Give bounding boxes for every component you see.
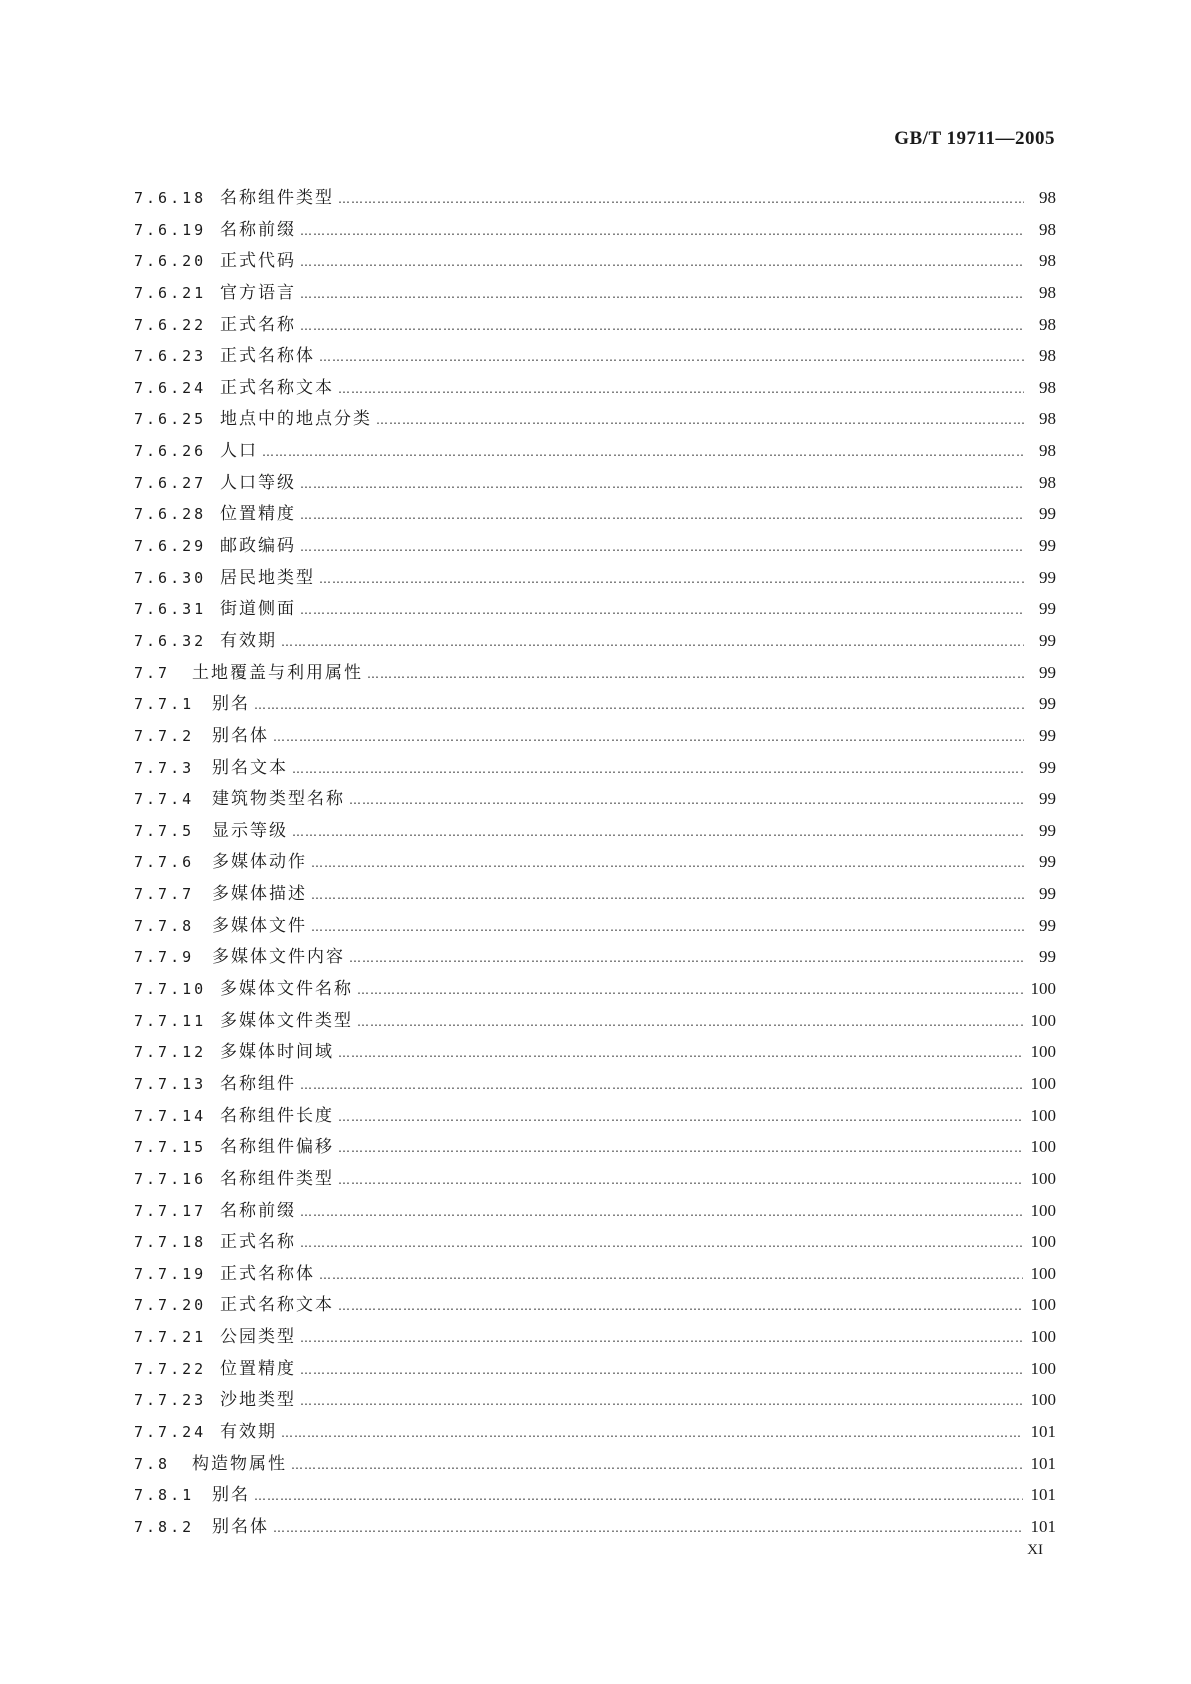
toc-entry-page: 99: [1039, 630, 1056, 650]
toc-entry-page: 99: [1039, 852, 1056, 872]
toc-entry[interactable]: [134, 341, 1056, 373]
toc-entry-page: 100: [1030, 1295, 1056, 1315]
toc-dot-leader: [300, 287, 1024, 301]
toc-dot-leader: [357, 983, 1023, 997]
toc-entry-page: 99: [1039, 884, 1056, 904]
toc-entry-number: 7.7.13: [134, 1074, 207, 1093]
toc-entry[interactable]: [134, 1101, 1056, 1133]
toc-dot-leader: [338, 1299, 1023, 1313]
toc-entry-page: 101: [1030, 1485, 1056, 1505]
toc-entry[interactable]: [134, 879, 1056, 911]
toc-entry-page: 100: [1030, 1200, 1056, 1220]
toc-entry-title: 街道侧面: [220, 599, 296, 620]
toc-entry-number: 7.6.28: [134, 505, 207, 524]
toc-entry-title: 土地覆盖与利用属性: [192, 662, 363, 683]
toc-entry[interactable]: [134, 436, 1056, 468]
toc-dot-leader: [262, 445, 1024, 459]
toc-entry-number: 7.6.22: [134, 315, 207, 334]
toc-entry-page: 98: [1039, 346, 1056, 366]
toc-entry[interactable]: [134, 1132, 1056, 1164]
toc-entry-number: 7.7.24: [134, 1422, 207, 1441]
toc-entry-number: 7.6.25: [134, 410, 207, 429]
toc-entry[interactable]: [134, 1259, 1056, 1291]
toc-entry[interactable]: [134, 310, 1056, 342]
toc-entry-page: 98: [1039, 314, 1056, 334]
toc-entry-number: 7.8.2: [134, 1517, 195, 1536]
toc-entry-number: 7.7.2: [134, 726, 195, 745]
toc-entry-page: 101: [1030, 1421, 1056, 1441]
toc-entry-page: 100: [1030, 1042, 1056, 1062]
toc-dot-leader: [273, 1521, 1023, 1535]
toc-entry-title: 名称组件偏移: [220, 1137, 334, 1158]
toc-entry-number: 7.7.14: [134, 1106, 207, 1125]
toc-entry-title: 多媒体动作: [212, 852, 307, 873]
toc-entry-title: 名称组件类型: [220, 188, 334, 208]
toc-entry[interactable]: [134, 183, 1056, 215]
toc-dot-leader: [300, 1363, 1023, 1377]
toc-entry-page: 99: [1039, 915, 1056, 935]
toc-dot-leader: [300, 1331, 1023, 1345]
toc-entry-page: 98: [1039, 282, 1056, 302]
toc-entry[interactable]: [134, 373, 1056, 405]
toc-dot-leader: [300, 1236, 1023, 1250]
toc-entry-number: 7.7.6: [134, 853, 195, 872]
toc-entry-page: 101: [1030, 1516, 1056, 1536]
toc-entry-number: 7.7.23: [134, 1391, 207, 1410]
toc-dot-leader: [254, 1489, 1023, 1503]
toc-dot-leader: [292, 825, 1024, 839]
toc-entry-title: 别名文本: [212, 757, 288, 778]
toc-entry[interactable]: [134, 246, 1056, 278]
toc-entry[interactable]: [134, 531, 1056, 563]
toc-entry[interactable]: [134, 753, 1056, 785]
toc-entry-title: 正式代码: [220, 251, 296, 272]
toc-entry[interactable]: [134, 468, 1056, 500]
toc-entry-title: 多媒体文件: [212, 915, 307, 936]
toc-entry-page: 99: [1039, 757, 1056, 777]
toc-entry-title: 建筑物类型名称: [212, 789, 345, 810]
toc-entry-title: 多媒体文件内容: [212, 947, 345, 968]
toc-entry-number: 7.7.5: [134, 821, 195, 840]
toc-dot-leader: [300, 1078, 1023, 1092]
toc-entry-number: 7.7.15: [134, 1138, 207, 1157]
toc-entry-title: 多媒体描述: [212, 884, 307, 905]
toc-entry-page: 100: [1030, 1327, 1056, 1347]
toc-entry[interactable]: [134, 1385, 1056, 1417]
toc-entry-number: 7.7.4: [134, 790, 195, 809]
toc-entry-page: 98: [1039, 219, 1056, 239]
toc-entry-title: 人口: [220, 441, 258, 462]
toc-entry-number: 7.7.18: [134, 1233, 207, 1252]
toc-entry-page: 98: [1039, 409, 1056, 429]
toc-entry-title: 名称组件长度: [220, 1105, 334, 1126]
toc-entry-title: 正式名称文本: [220, 1295, 334, 1316]
toc-entry[interactable]: [134, 658, 1056, 690]
toc-entry-title: 官方语言: [220, 282, 296, 303]
toc-dot-leader: [338, 382, 1024, 396]
toc-entry-title: 邮政编码: [220, 536, 296, 557]
toc-entry-number: 7.7.20: [134, 1296, 207, 1315]
table-of-contents: [134, 183, 1056, 1544]
toc-entry[interactable]: [134, 1417, 1056, 1449]
toc-entry-number: 7.7.19: [134, 1264, 207, 1283]
toc-entry-title: 正式名称体: [220, 346, 315, 367]
standard-number-header: GB/T 19711—2005: [894, 128, 1055, 149]
toc-entry-number: 7.7.9: [134, 948, 195, 967]
toc-entry-title: 别名: [212, 1485, 250, 1506]
toc-entry-page: 100: [1030, 1073, 1056, 1093]
toc-entry-page: 99: [1039, 820, 1056, 840]
toc-entry[interactable]: [134, 911, 1056, 943]
toc-entry[interactable]: [134, 1322, 1056, 1354]
toc-entry-page: 99: [1039, 567, 1056, 587]
toc-entry-page: 100: [1030, 1105, 1056, 1125]
toc-entry-page: 100: [1030, 979, 1056, 999]
toc-entry-number: 7.6.20: [134, 252, 207, 271]
toc-entry-number: 7.7.17: [134, 1201, 207, 1220]
toc-entry[interactable]: [134, 942, 1056, 974]
toc-dot-leader: [300, 224, 1024, 238]
toc-entry[interactable]: [134, 847, 1056, 879]
toc-entry-page: 100: [1030, 1137, 1056, 1157]
toc-entry[interactable]: [134, 1227, 1056, 1259]
toc-entry[interactable]: [134, 626, 1056, 658]
toc-entry-page: 98: [1039, 188, 1056, 207]
toc-entry[interactable]: [134, 784, 1056, 816]
toc-entry[interactable]: [134, 404, 1056, 436]
toc-entry-page: 98: [1039, 441, 1056, 461]
toc-entry-page: 98: [1039, 472, 1056, 492]
toc-entry-title: 名称组件: [220, 1073, 296, 1094]
toc-entry[interactable]: [134, 1006, 1056, 1038]
toc-entry-number: 7.6.23: [134, 347, 207, 366]
toc-entry[interactable]: [134, 1196, 1056, 1228]
toc-entry-page: 100: [1030, 1010, 1056, 1030]
toc-dot-leader: [291, 1458, 1023, 1472]
toc-entry-number: 7.7.21: [134, 1328, 207, 1347]
page-number-footer: XI: [1027, 1542, 1043, 1558]
toc-entry-number: 7.6.24: [134, 378, 207, 397]
toc-entry[interactable]: [134, 1480, 1056, 1512]
toc-dot-leader: [376, 413, 1024, 427]
toc-entry-page: 99: [1039, 662, 1056, 682]
toc-dot-leader: [319, 1268, 1023, 1282]
toc-entry-page: 98: [1039, 377, 1056, 397]
toc-entry-number: 7.6.31: [134, 600, 207, 619]
toc-entry-title: 构造物属性: [192, 1453, 287, 1474]
toc-entry-number: 7.8: [134, 1454, 171, 1473]
toc-entry-number: 7.8.1: [134, 1486, 195, 1505]
toc-entry-title: 别名: [212, 694, 250, 715]
toc-dot-leader: [292, 762, 1024, 776]
toc-entry-page: 99: [1039, 789, 1056, 809]
toc-entry[interactable]: [134, 721, 1056, 753]
toc-dot-leader: [300, 477, 1024, 491]
toc-entry-title: 名称前缀: [220, 1200, 296, 1221]
toc-entry[interactable]: [134, 278, 1056, 310]
toc-entry-number: 7.7.22: [134, 1359, 207, 1378]
toc-entry-number: 7.7.12: [134, 1043, 207, 1062]
toc-dot-leader: [319, 572, 1024, 586]
toc-entry-title: 别名体: [212, 725, 269, 746]
toc-entry-title: 别名体: [212, 1516, 269, 1537]
toc-entry-title: 人口等级: [220, 472, 296, 493]
toc-entry-number: 7.6.21: [134, 283, 207, 302]
toc-dot-leader: [281, 1426, 1023, 1440]
toc-entry[interactable]: [134, 594, 1056, 626]
toc-entry-page: 100: [1030, 1168, 1056, 1188]
toc-entry-number: 7.6.19: [134, 220, 207, 239]
toc-entry-number: 7.7.16: [134, 1169, 207, 1188]
toc-entry-title: 居民地类型: [220, 567, 315, 588]
toc-dot-leader: [338, 1141, 1023, 1155]
toc-entry[interactable]: [134, 215, 1056, 247]
toc-dot-leader: [311, 920, 1024, 934]
toc-entry[interactable]: [134, 1512, 1056, 1544]
toc-entry[interactable]: [134, 689, 1056, 721]
toc-dot-leader: [338, 1110, 1023, 1124]
toc-entry-title: 地点中的地点分类: [220, 409, 372, 430]
toc-entry-title: 位置精度: [220, 504, 296, 525]
toc-entry-number: 7.7.11: [134, 1011, 207, 1030]
toc-entry[interactable]: [134, 1290, 1056, 1322]
toc-entry-page: 100: [1030, 1232, 1056, 1252]
toc-entry[interactable]: [134, 563, 1056, 595]
toc-entry[interactable]: [134, 1449, 1056, 1481]
toc-dot-leader: [338, 192, 1024, 206]
toc-dot-leader: [281, 635, 1024, 649]
toc-entry-page: 99: [1039, 694, 1056, 714]
toc-entry-page: 101: [1030, 1453, 1056, 1473]
toc-entry-number: 7.6.30: [134, 568, 207, 587]
toc-entry-title: 正式名称体: [220, 1263, 315, 1284]
toc-entry-title: 沙地类型: [220, 1390, 296, 1411]
toc-dot-leader: [254, 698, 1024, 712]
toc-entry-number: 7.7.10: [134, 980, 207, 999]
toc-entry-title: 位置精度: [220, 1358, 296, 1379]
toc-entry-number: 7.7.8: [134, 916, 195, 935]
toc-entry-page: 99: [1039, 504, 1056, 524]
toc-entry[interactable]: [134, 499, 1056, 531]
toc-entry[interactable]: [134, 1037, 1056, 1069]
toc-entry-number: 7.6.32: [134, 631, 207, 650]
toc-dot-leader: [349, 793, 1024, 807]
toc-entry-title: 多媒体文件类型: [220, 1010, 353, 1031]
toc-dot-leader: [273, 730, 1024, 744]
toc-entry-title: 显示等级: [212, 820, 288, 841]
toc-dot-leader: [300, 508, 1024, 522]
toc-entry-number: 7.6.29: [134, 537, 207, 556]
toc-dot-leader: [300, 603, 1024, 617]
toc-dot-leader: [300, 255, 1024, 269]
toc-entry-title: 有效期: [220, 1421, 277, 1442]
toc-entry-page: 100: [1030, 1263, 1056, 1283]
toc-entry[interactable]: [134, 1164, 1056, 1196]
toc-entry-number: 7.6.27: [134, 473, 207, 492]
toc-entry-title: 正式名称: [220, 1232, 296, 1253]
toc-dot-leader: [338, 1046, 1023, 1060]
toc-entry-title: 名称前缀: [220, 219, 296, 240]
toc-entry-title: 有效期: [220, 630, 277, 651]
toc-entry[interactable]: [134, 1354, 1056, 1386]
toc-dot-leader: [300, 1205, 1023, 1219]
toc-entry-page: 99: [1039, 725, 1056, 745]
toc-dot-leader: [319, 350, 1024, 364]
toc-dot-leader: [338, 1173, 1023, 1187]
toc-entry-title: 正式名称: [220, 314, 296, 335]
toc-dot-leader: [300, 540, 1024, 554]
toc-entry[interactable]: [134, 1069, 1056, 1101]
toc-entry-number: 7.6.18: [134, 189, 207, 207]
toc-entry-number: 7.7: [134, 663, 171, 682]
toc-entry-title: 名称组件类型: [220, 1168, 334, 1189]
toc-entry[interactable]: [134, 974, 1056, 1006]
toc-entry-page: 99: [1039, 536, 1056, 556]
toc-dot-leader: [300, 1394, 1023, 1408]
toc-entry-number: 7.7.3: [134, 758, 195, 777]
toc-entry-page: 98: [1039, 251, 1056, 271]
toc-entry-title: 多媒体文件名称: [220, 979, 353, 1000]
toc-dot-leader: [349, 951, 1024, 965]
toc-entry-page: 100: [1030, 1358, 1056, 1378]
toc-entry-number: 7.6.26: [134, 442, 207, 461]
toc-entry-page: 99: [1039, 947, 1056, 967]
toc-entry-page: 99: [1039, 599, 1056, 619]
toc-entry-page: 100: [1030, 1390, 1056, 1410]
toc-entry-title: 公园类型: [220, 1327, 296, 1348]
toc-dot-leader: [311, 856, 1024, 870]
toc-entry-number: 7.7.7: [134, 885, 195, 904]
toc-entry-title: 多媒体时间域: [220, 1042, 334, 1063]
toc-dot-leader: [357, 1015, 1023, 1029]
toc-dot-leader: [300, 319, 1024, 333]
toc-entry-number: 7.7.1: [134, 695, 195, 714]
toc-dot-leader: [311, 888, 1024, 902]
toc-entry[interactable]: [134, 816, 1056, 848]
toc-dot-leader: [367, 667, 1024, 681]
toc-entry-title: 正式名称文本: [220, 377, 334, 398]
